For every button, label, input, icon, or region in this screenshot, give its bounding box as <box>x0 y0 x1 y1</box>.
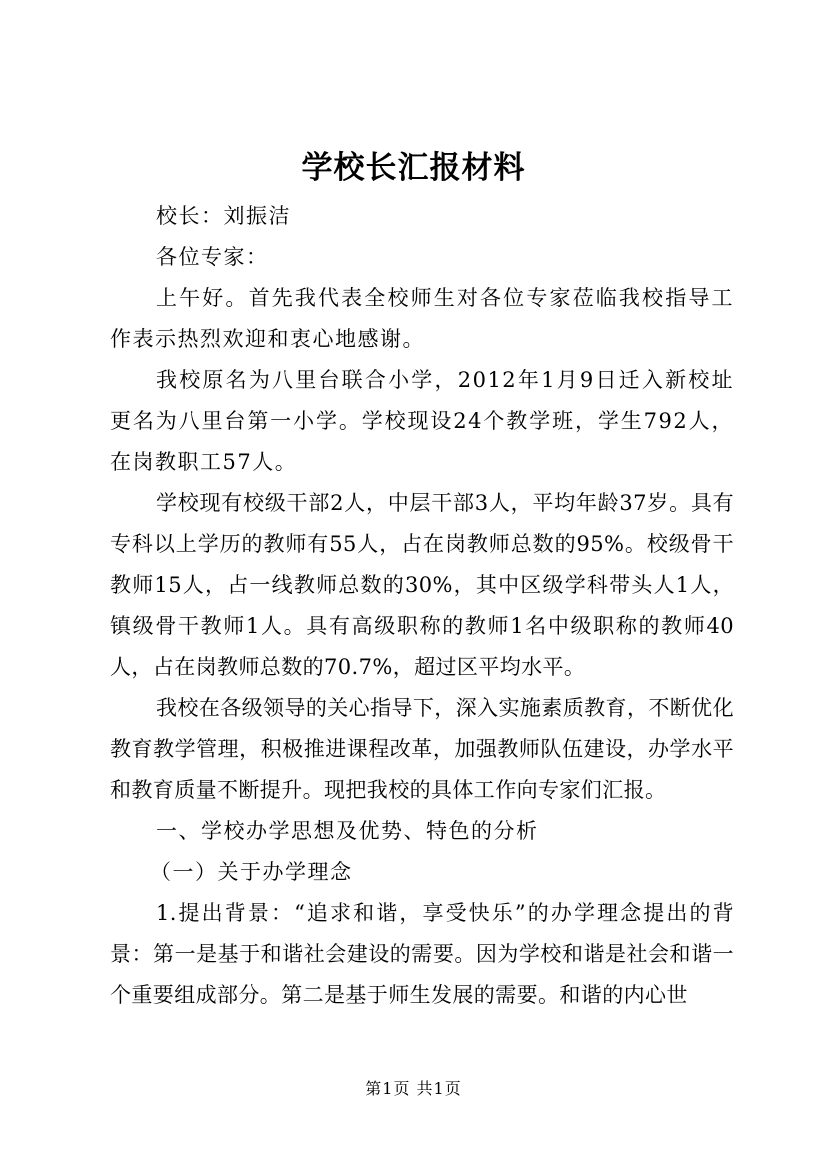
paragraph-school-history: 我校原名为八里台联合小学，2012年1月9日迁入新校址更名为八里台第一小学。学校现设24个教学班，学生792人，在岗教职工57人。 <box>110 368 734 474</box>
paragraph-background: 1.提出背景：“追求和谐，享受快乐”的办学理念提出的背景：第一是基于和谐社会建设的需要。因为学校和谐是社会和谐一个重要组成部分。第二是基于师生发展的需要。和谐的内心世 <box>110 901 734 1007</box>
page-number-footer: 第1页 共1页 <box>365 1079 462 1098</box>
author-line: 校长：刘振洁 <box>156 204 291 228</box>
greeting-line: 各位专家： <box>156 245 269 269</box>
subsection-heading: （一）关于办学理念 <box>150 860 353 884</box>
section-heading: 一、学校办学思想及优势、特色的分析 <box>156 819 539 843</box>
paragraph-welcome: 上午好。首先我代表全校师生对各位专家莅临我校指导工作表示热烈欢迎和衷心地感谢。 <box>110 286 734 351</box>
paragraph-achievements: 我校在各级领导的关心指导下，深入实施素质教育，不断优化教育教学管理，积极推进课程改革，加强教师队伍建设，办学水平和教育质量不断提升。现把我校的具体工作向专家们汇报。 <box>110 696 734 802</box>
document-title: 学校长汇报材料 <box>301 150 526 186</box>
paragraph-staff-stats: 学校现有校级干部2人，中层干部3人，平均年龄37岁。具有专科以上学历的教师有55人，占在岗教师总数的95%。校级骨干教师15人，占一线教师总数的30%，其中区级学科带头人1人，镇级骨干教师1人。具有高级职称的教师1名中级职称的教师40人，占在岗教师总数的70.7%，超过区平均水平。 <box>110 491 734 679</box>
document-body <box>110 196 734 1016</box>
